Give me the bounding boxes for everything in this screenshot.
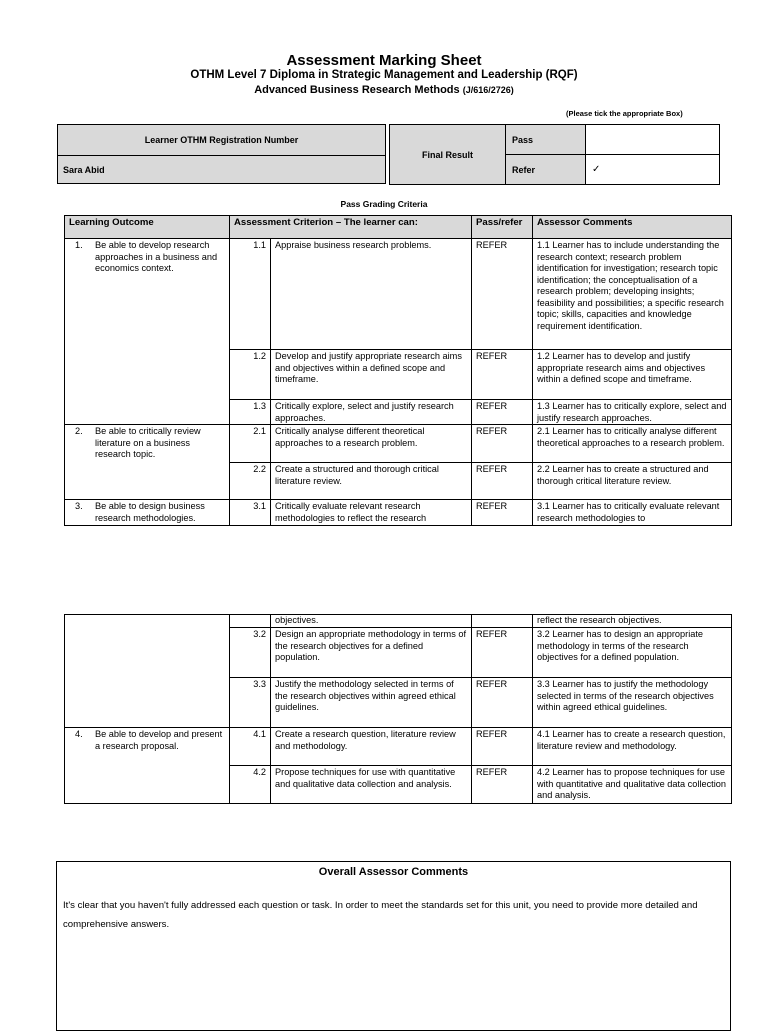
table-row [65, 500, 732, 526]
assessor-comment: 1.3 Learner has to critically explore, select and justify research approaches. [533, 400, 732, 425]
unit-name: Advanced Business Research Methods [254, 84, 460, 96]
criterion-number: 3.1 [230, 500, 271, 526]
learner-registration-label: Learner OTHM Registration Number [58, 125, 385, 156]
criterion-number: 4.2 [230, 766, 271, 804]
assessor-comment: 4.2 Learner has to propose techniques for use with quantitative and qualitative data collection and analysis. [533, 766, 732, 804]
criterion-text: Justify the methodology selected in terms of the research objectives within agreed ethical guidelines. [271, 678, 472, 728]
assessor-comment: reflect the research objectives. [533, 615, 732, 628]
criterion-number: 1.1 [230, 239, 271, 350]
outcome-text: Be able to develop and present a research proposal. [95, 729, 223, 751]
pass-refer-value: REFER [472, 239, 533, 350]
header-assessment-criterion: Assessment Criterion – The learner can: [230, 216, 472, 239]
criterion-text: Create a research question, literature review and methodology. [271, 728, 472, 766]
criterion-number: 3.2 [230, 628, 271, 678]
assessor-comment: 2.1 Learner has to critically analyse different theoretical approaches to a research problem. [533, 425, 732, 463]
outcome-text: Be able to develop research approaches in a business and economics context. [95, 240, 218, 273]
outcome-number: 4. [75, 729, 83, 739]
assessor-comment: 1.2 Learner has to develop and justify appropriate research aims and objectives within a defined scope and timeframe. [533, 350, 732, 400]
criterion-number: 3.3 [230, 678, 271, 728]
assessor-comment: 2.2 Learner has to create a structured and thorough critical literature review. [533, 463, 732, 500]
criterion-text: Critically analyse different theoretical approaches to a research problem. [271, 425, 472, 463]
pass-refer-value: REFER [472, 628, 533, 678]
criterion-text: objectives. [271, 615, 472, 628]
pass-refer-value: REFER [472, 425, 533, 463]
criterion-text: Propose techniques for use with quantitative and qualitative data collection and analysis. [271, 766, 472, 804]
learning-outcome-4 [65, 728, 230, 804]
assessor-comment: 1.1 Learner has to include understanding the research context; research problem identification for investigation; research topic identification; the conceptualisation of a research problem; developing insights; feasibility and possibilities; a specific research topic; skills, capacities and knowledge requirement identification. [533, 239, 732, 350]
overall-comments-box [56, 861, 731, 1031]
criteria-title: Pass Grading Criteria [340, 199, 428, 209]
outcome-number: 2. [75, 426, 83, 436]
pass-refer-value: REFER [472, 400, 533, 425]
overall-comments-text: It's clear that you haven't fully addressed each question or task. In order to meet the standards set for this unit, you need to provide more detailed and comprehensive answers. [63, 900, 698, 930]
outcome-text: Be able to critically review literature on a business research topic. [95, 426, 201, 459]
refer-label: Refer [506, 155, 586, 184]
grading-table-continued [64, 614, 732, 804]
outcome-number: 1. [75, 240, 83, 250]
criterion-number: 2.2 [230, 463, 271, 500]
final-result-box [389, 124, 720, 185]
criterion-text: Design an appropriate methodology in terms of the research objectives for a defined population. [271, 628, 472, 678]
learning-outcome-2 [65, 425, 230, 500]
learner-name: Sara Abid [63, 164, 105, 175]
criterion-number: 2.1 [230, 425, 271, 463]
table-row [65, 728, 732, 766]
pass-refer-value: REFER [472, 500, 533, 526]
final-result-label: Final Result [390, 125, 506, 184]
table-row [65, 425, 732, 463]
learning-outcome-3 [65, 500, 230, 526]
criterion-text: Appraise business research problems. [271, 239, 472, 350]
page-title: Assessment Marking Sheet [286, 52, 482, 69]
learning-outcome-3-continued [65, 615, 230, 728]
pass-refer-value [472, 615, 533, 628]
pass-refer-value: REFER [472, 350, 533, 400]
pass-refer-value: REFER [472, 766, 533, 804]
criterion-text: Develop and justify appropriate research aims and objectives within a defined scope and timeframe. [271, 350, 472, 400]
learning-outcome-1 [65, 239, 230, 425]
assessor-comment: 3.1 Learner has to critically evaluate relevant research methodologies to [533, 500, 732, 526]
criterion-text: Critically evaluate relevant research methodologies to reflect the research [271, 500, 472, 526]
pass-checkbox[interactable] [586, 125, 719, 155]
criterion-number [230, 615, 271, 628]
criterion-text: Create a structured and thorough critical literature review. [271, 463, 472, 500]
pass-refer-value: REFER [472, 463, 533, 500]
outcome-number: 3. [75, 501, 83, 511]
assessor-comment: 3.2 Learner has to design an appropriate methodology in terms of the research objectives for a defined population. [533, 628, 732, 678]
refer-checkbox[interactable]: ✓ [592, 164, 601, 175]
criterion-number: 4.1 [230, 728, 271, 766]
header-assessor-comments: Assessor Comments [533, 216, 732, 239]
unit-code: (J/616/2726) [462, 85, 514, 95]
table-row [65, 239, 732, 350]
table-row [65, 615, 732, 628]
criterion-number: 1.3 [230, 400, 271, 425]
criterion-text: Critically explore, select and justify research approaches. [271, 400, 472, 425]
header-pass-refer: Pass/refer [472, 216, 533, 239]
pass-refer-value: REFER [472, 728, 533, 766]
assessor-comment: 4.1 Learner has to create a research question, literature review and methodology. [533, 728, 732, 766]
unit-title [0, 84, 768, 96]
grading-table [64, 215, 732, 526]
learner-box [57, 124, 386, 184]
criterion-number: 1.2 [230, 350, 271, 400]
assessor-comment: 3.3 Learner has to justify the methodology selected in terms of the research objectives within agreed ethical guidelines. [533, 678, 732, 728]
pass-refer-value: REFER [472, 678, 533, 728]
outcome-text: Be able to design business research methodologies. [95, 501, 205, 523]
qualification-title: OTHM Level 7 Diploma in Strategic Management and Leadership (RQF) [190, 69, 578, 81]
overall-comments-title: Overall Assessor Comments [318, 866, 469, 878]
pass-label: Pass [506, 125, 586, 155]
tick-instruction: (Please tick the appropriate Box) [566, 109, 683, 118]
header-learning-outcome: Learning Outcome [65, 216, 230, 239]
